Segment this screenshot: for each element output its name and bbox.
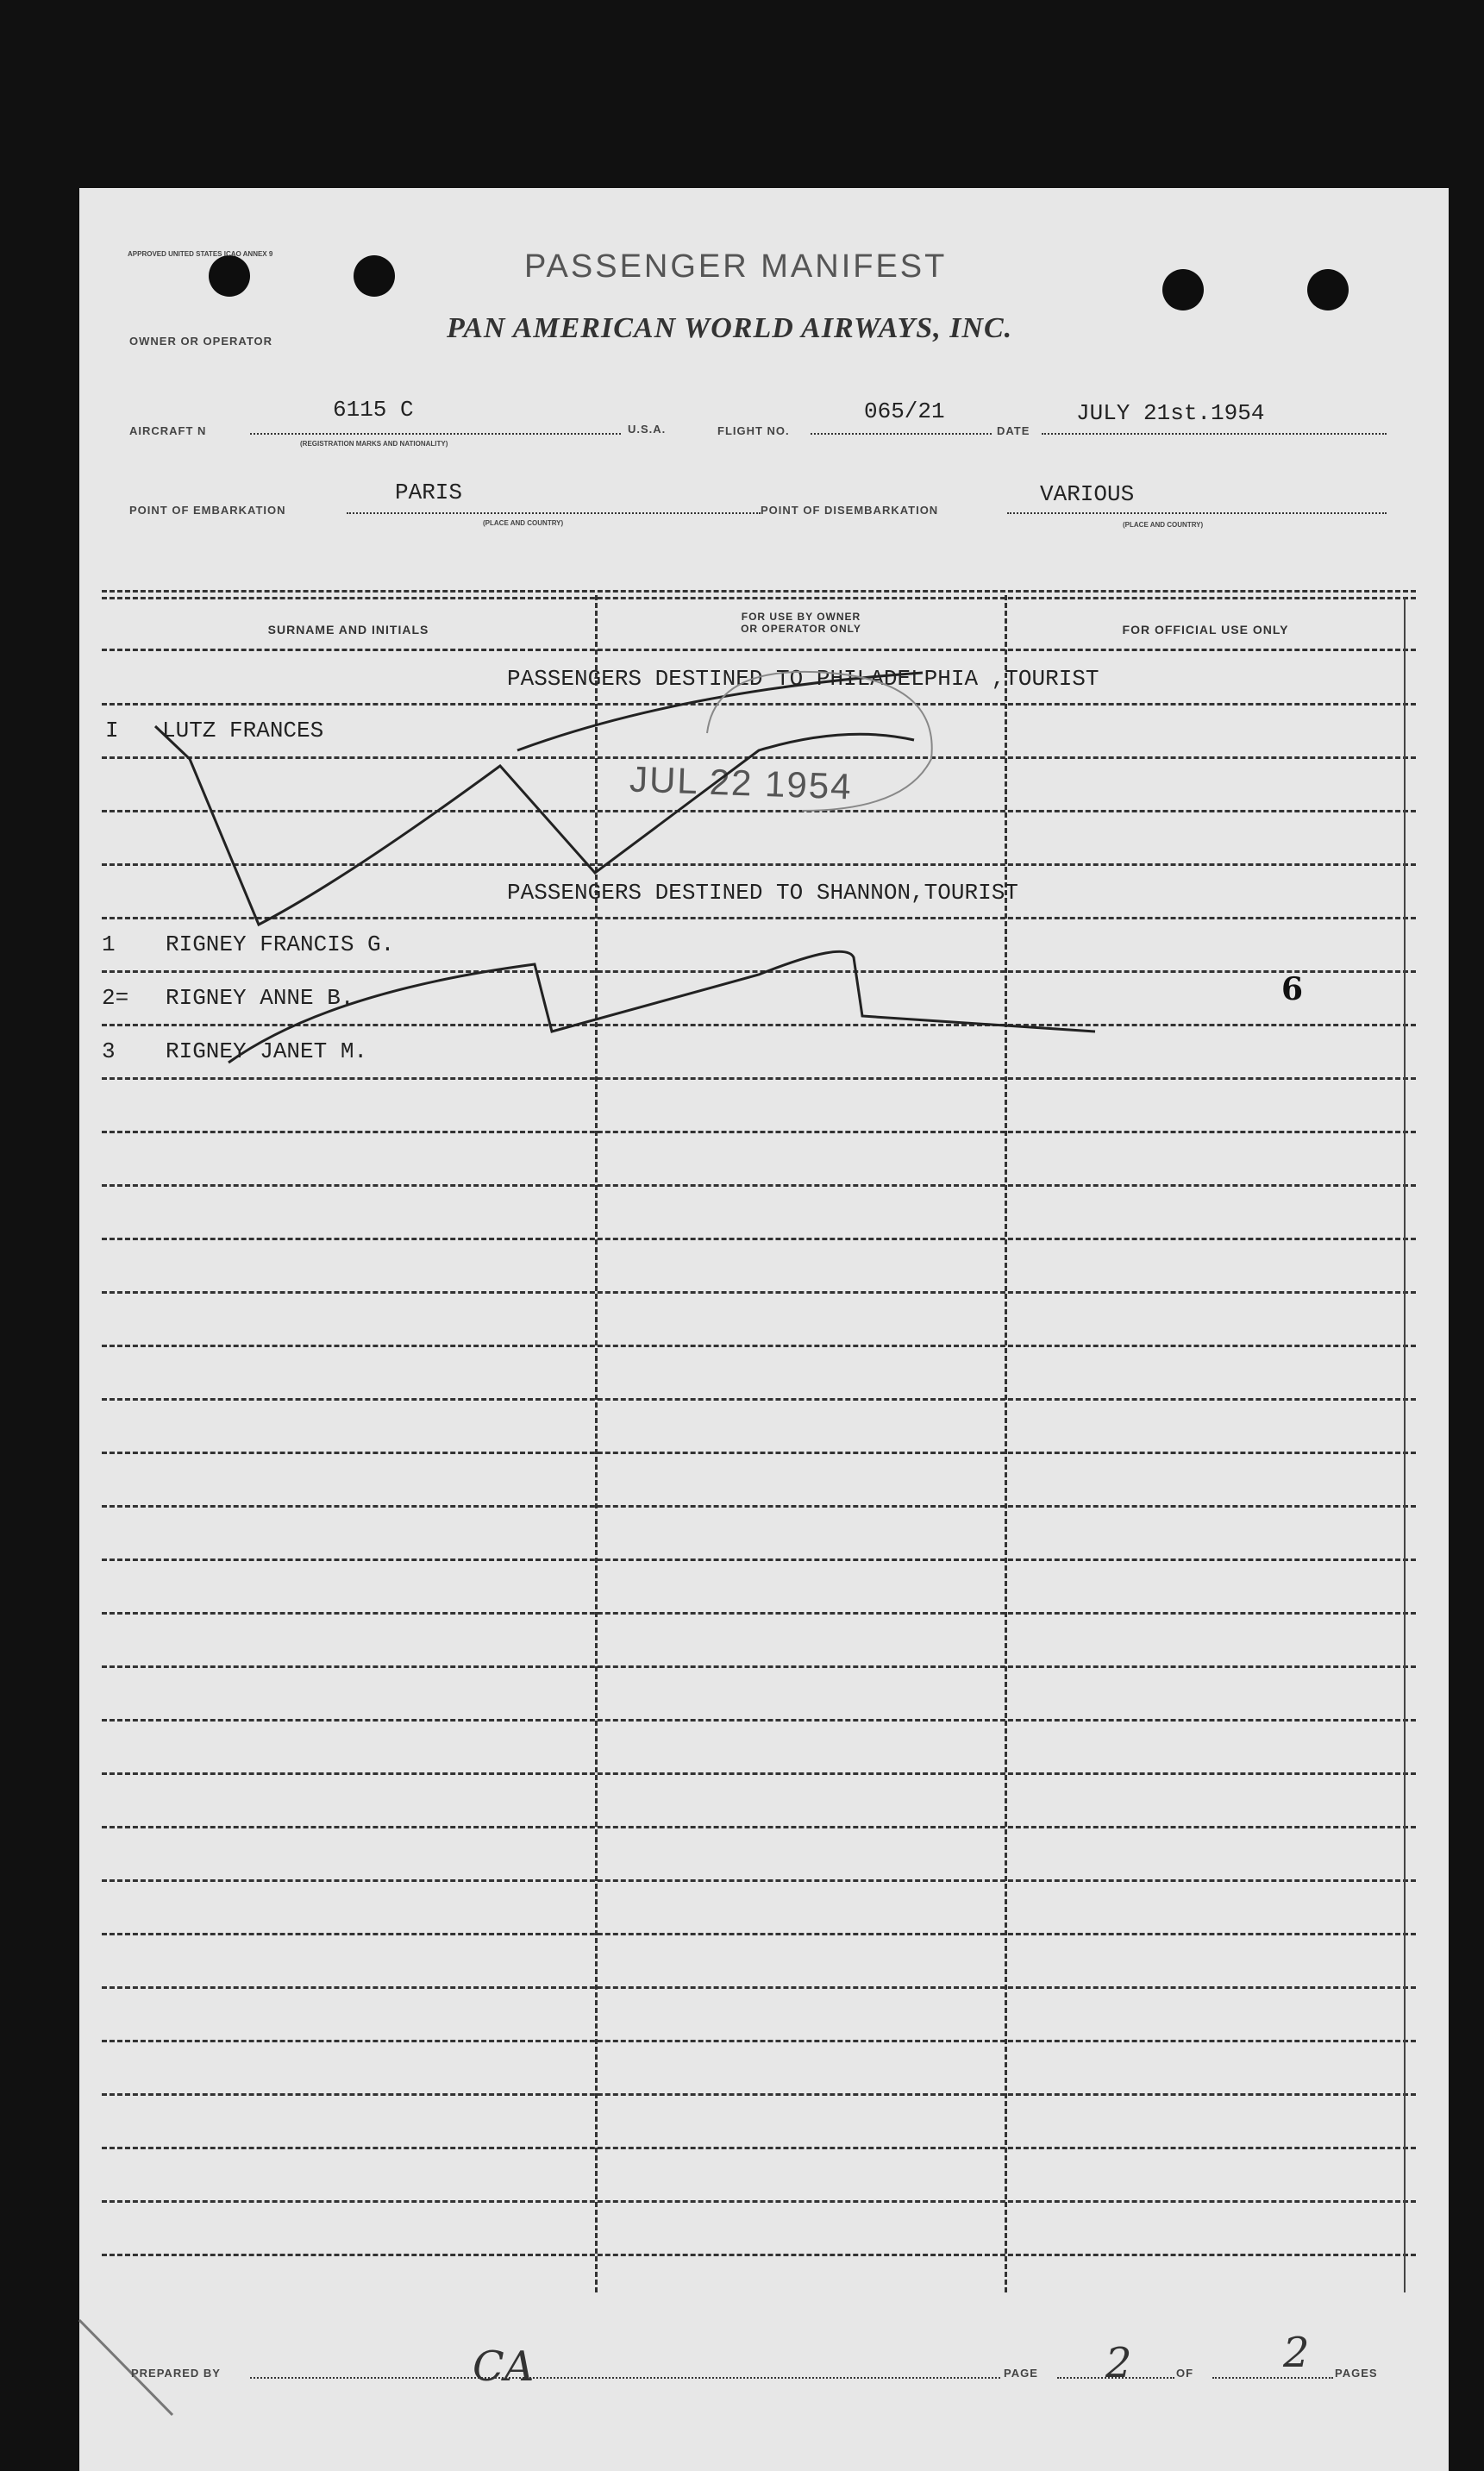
table-row-rule [102,1398,1416,1401]
table-row-rule [102,703,1416,706]
flight-underline [811,433,992,435]
owner-label: OWNER OR OPERATOR [129,335,273,348]
usa-label: U.S.A. [628,423,667,436]
passenger-number: 3 [102,1038,116,1064]
date-label: DATE [997,424,1030,437]
column-divider [595,595,598,2292]
group-heading: PASSENGERS DESTINED TO SHANNON,TOURIST [507,880,1018,906]
column-header-surname: SURNAME AND INITIALS [267,623,429,637]
table-row-rule [102,1505,1416,1508]
table-row-rule [102,1024,1416,1026]
prepared-by-label: PREPARED BY [131,2367,221,2380]
pages-value: 2 [1283,2329,1310,2377]
table-row-rule [102,2040,1416,2042]
column-header-operator-line1: FOR USE BY OWNER [741,611,861,623]
passenger-name: LUTZ FRANCES [162,718,324,743]
table-top-rule [102,597,1416,599]
table-row-rule [102,1452,1416,1454]
date-stamp: JUL 22 1954 [629,758,854,807]
table-row-rule [102,1933,1416,1935]
table-row-rule [102,2093,1416,2096]
table-row-rule [102,2200,1416,2203]
passenger-number: 1 [102,931,116,957]
page-title: PASSENGER MANIFEST [524,248,948,285]
manifest-sheet [79,188,1449,2471]
table-row-rule [102,1131,1416,1133]
embarkation-place-note: (PLACE AND COUNTRY) [483,519,564,527]
aircraft-label: AIRCRAFT N [129,424,207,437]
table-row-rule [102,2147,1416,2149]
right-border [1404,597,1406,2292]
date-value: JULY 21st.1954 [1076,400,1265,426]
table-row-rule [102,1986,1416,1989]
disembarkation-place-note: (PLACE AND COUNTRY) [1123,521,1204,529]
passenger-number: I [105,718,119,743]
prepared-by-value: CA [473,2342,535,2391]
table-row-rule [102,756,1416,759]
table-row-rule [102,863,1416,866]
registration-note: (REGISTRATION MARKS AND NATIONALITY) [300,440,448,448]
table-row-rule [102,1826,1416,1828]
table-row-rule [102,970,1416,973]
page-label: PAGE [1004,2367,1038,2380]
disembarkation-underline [1007,512,1387,514]
passenger-number: 2= [102,985,129,1011]
punch-hole [1307,269,1349,310]
table-row-rule [102,1612,1416,1615]
aircraft-value: 6115 C [333,397,414,423]
table-row-rule [102,1879,1416,1882]
passenger-name: RIGNEY JANET M. [166,1038,368,1064]
table-row-rule [102,810,1416,812]
punch-hole [354,255,395,297]
table-row-rule [102,1772,1416,1775]
column-divider [1005,595,1007,2292]
table-row-rule [102,917,1416,919]
pages-label: PAGES [1335,2367,1378,2380]
group-heading: PASSENGERS DESTINED TO PHILADELPHIA ,TOURIST [507,666,1099,692]
embarkation-underline [347,512,761,514]
passenger-name: RIGNEY ANNE B. [166,985,354,1011]
owner-value: PAN AMERICAN WORLD AIRWAYS, INC. [447,312,1013,344]
disembarkation-value: VARIOUS [1040,481,1135,507]
passenger-name: RIGNEY FRANCIS G. [166,931,395,957]
punch-hole [209,255,250,297]
table-row-rule [102,1184,1416,1187]
table-row-rule [102,1558,1416,1561]
official-annotation: 6 [1281,971,1304,1007]
aircraft-underline [250,433,621,435]
header-bottom-rule [102,649,1416,651]
flight-label: FLIGHT NO. [717,424,790,437]
disembarkation-label: POINT OF DISEMBARKATION [761,504,939,517]
embarkation-value: PARIS [395,480,463,505]
page-value: 2 [1105,2339,1132,2387]
embarkation-label: POINT OF EMBARKATION [129,504,286,517]
punch-hole [1162,269,1204,310]
table-row-rule [102,2254,1416,2256]
of-underline [1212,2377,1333,2379]
flight-value: 065/21 [864,398,945,424]
table-row-rule [102,1719,1416,1722]
of-label: OF [1176,2367,1194,2380]
column-header-official: FOR OFFICIAL USE ONLY [1122,623,1289,637]
prepared-by-underline [250,2377,1000,2379]
date-underline [1042,433,1387,435]
approval-note: APPROVED UNITED STATES ICAO ANNEX 9 [128,250,273,258]
table-top-rule [102,590,1416,593]
table-row-rule [102,1291,1416,1294]
table-row-rule [102,1077,1416,1080]
column-header-operator [598,611,1005,635]
table-row-rule [102,1345,1416,1347]
table-row-rule [102,1238,1416,1240]
table-row-rule [102,1665,1416,1668]
column-header-operator-line2: OR OPERATOR ONLY [741,623,861,635]
